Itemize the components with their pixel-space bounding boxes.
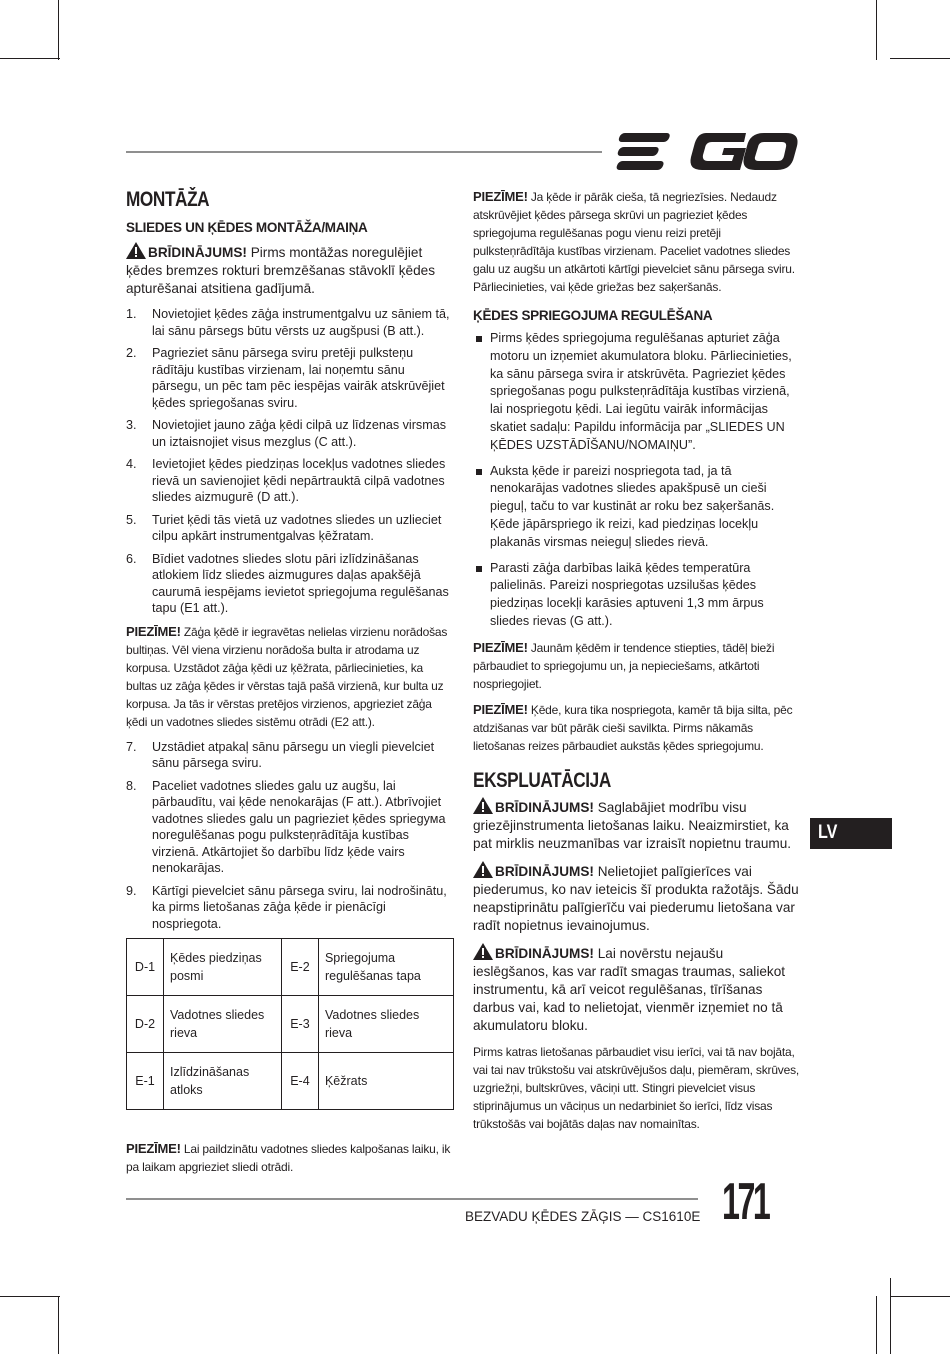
warning-triangle-icon [126, 242, 146, 259]
table-cell: E-1 [127, 1053, 164, 1110]
warning-block [473, 861, 801, 935]
bullet-list [473, 330, 801, 631]
table-cell: E-3 [281, 996, 318, 1053]
table-row [127, 939, 454, 996]
note-text: Zāģa ķēdē ir iegravētas nelielas virzienu norādošas bultiņas. Vēl viena virzienu norādoša bulta ir atrodama uz korpusa. Uzstādot zāģa ķēdi uz ķēžrata, pārliecinieties, ka bultas uz zāģa ķēdes ir vērstas tajā pašā virzienā, kur bulta uz korpusa. Ja tās ir vērstas pretējos virzienos, apgrieziet zāģa ķēdi un vadotnes sliedes sistēmu otrādi (E2 att.). [126, 624, 448, 729]
crop-mark [0, 58, 60, 59]
table-cell: Ķēdes piedziņas posmi [164, 939, 282, 996]
step-number: 9. [126, 883, 137, 898]
bullet-text: Parasti zāģa darbības laikā ķēdes temperatūra palielinās. Pareizi nospriegotas uzsilušas ķēdes piedziņas locekļi karāsies aptuveni 1,3 mm ārpus sliedes rievas (G att.). [490, 560, 764, 628]
warning-block [126, 242, 454, 298]
warning-text: Lai novērstu nejaušu ieslēgšanos, kas var radīt smagas traumas, saliekot instrumentu, kā arī veicot regulēšanas, tīrīšanas darbus vai, kad to nelietojat, vienmēr izņemiet no tā akumulatoru bloku. [473, 945, 786, 1033]
list-item [126, 778, 454, 877]
crop-mark [0, 1296, 60, 1297]
list-item [126, 883, 454, 933]
table-row [127, 996, 454, 1053]
warning-label: BRĪDINĀJUMS! [495, 945, 594, 961]
note-label: PIEZĪME! [473, 701, 528, 717]
bullet-text: Auksta ķēde ir pareizi nospriegota tad, ja tā nenokarājas vadotnes sliedes apakšpusē un cieši pieguļ, taču to var kustināt ar roku bez saķeršanās. Ķēde jāpārspriego ik reizi, kad piedziņas locekļu plakanās virsmas neieguļ sliedes rievā. [490, 463, 775, 549]
crop-mark [876, 0, 877, 1]
list-item [126, 345, 454, 411]
table-cell: D-2 [127, 996, 164, 1053]
bullet-square-icon [476, 566, 482, 572]
section-title-montaza: MONTĀŽA [126, 188, 210, 211]
bullet-square-icon [476, 469, 482, 475]
language-tab [810, 818, 892, 849]
crop-mark [58, 0, 59, 60]
step-number: 7. [126, 739, 137, 754]
footer-rule [126, 1198, 698, 1200]
warning-triangle-icon [473, 861, 493, 878]
list-item [473, 560, 801, 631]
left-column [126, 188, 454, 1184]
list-item [473, 463, 801, 552]
warning-text: Pirms montāžas noregulējiet ķēdes bremzes rokturi bremzēšanas stāvoklī ķēdes apturēšanai atsitiena gadījumā. [126, 245, 436, 296]
note-label: PIEZĪME! [473, 189, 528, 204]
crop-mark [58, 1296, 59, 1354]
note-label: PIEZĪME! [126, 623, 181, 639]
table-cell: Ķēžrats [318, 1053, 453, 1110]
list-item [126, 739, 454, 772]
right-column [473, 188, 801, 1141]
crop-mark [876, 1296, 877, 1354]
table-cell: Spriegojuma regulēšanas tapa [318, 939, 453, 996]
page-number: 171 [722, 1173, 769, 1231]
step-text: Bīdiet vadotnes sliedes slotu pāri izlīdzināšanas atlokiem līdz sliedes aizmugures daļas apakšējā caurumā iespējams ievietot spriegojuma regulēšanas tapu (E1 att.). [152, 551, 449, 615]
list-item [126, 551, 454, 617]
parts-table [126, 938, 454, 1110]
table-row [127, 1053, 454, 1110]
steps-list-b [126, 739, 454, 933]
note-text: Lai paildzinātu vadotnes sliedes kalpošanas laiku, ik pa laikam apgrieziet sliedi otrādi. [126, 1142, 451, 1174]
subsection-title-assembly: SLIEDES UN ĶĒDES MONTĀŽA/MAIŅA [126, 220, 368, 235]
step-text: Kārtīgi pievelciet sānu pārsega sviru, lai nodrošinātu, ka pirms lietošanas zāģa ķēde ir pienācīgi nospriegota. [152, 883, 447, 931]
language-tab-label: LV [818, 822, 838, 843]
list-item [473, 330, 801, 455]
step-text: Novietojiet ķēdes zāģa instrumentgalvu uz sāniem tā, lai sānu pārsegs būtu vērsts uz augšpusi (B att.). [152, 307, 450, 338]
step-number: 2. [126, 346, 137, 360]
warning-block [473, 797, 801, 853]
table-cell: D-1 [127, 939, 164, 996]
ego-logo [614, 130, 800, 172]
note-block [126, 623, 454, 731]
warning-text: Nelietojiet palīgierīces vai piederumus, ko nav ieteicis šī produkta ražotājs. Šādu neapstiprinātu palīgierīču vai piederumu lietošana var radīt nopietnus ievainojumus. [473, 863, 799, 933]
warning-label: BRĪDINĀJUMS! [495, 799, 594, 815]
table-cell: Izlīdzināšanas atloks [164, 1053, 282, 1110]
note-block [473, 701, 801, 755]
subsection-title-tension: ĶĒDES SPRIEGOJUMA REGULĒŠANA [473, 308, 713, 323]
bullet-text: Pirms ķēdes spriegojuma regulēšanas apturiet zāģa motoru un izņemiet akumulatora bloku. Pārliecinieties, ka sānu pārsega svira ir atskrūvēta. Pagrieziet ķēdes spriegošanas pogu pulksteņrādītāja kustības virzienā, lai nospriegotu ķēdi. Lai iegūtu vairāk informācijas skatiet sadaļu: Papildu informācija par „SLIEDES UN ĶĒDES UZSTĀDĪŠANU/NOMAIŅU”. [490, 331, 792, 452]
crop-mark [876, 0, 877, 60]
note-text: Jaunām ķēdēm ir tendence stiepties, tādēļ bieži pārbaudiet to spriegojumu un, ja nepieciešams, atkārtoti nospriegojiet. [473, 640, 775, 691]
note-text: Ja ķēde ir pārāk cieša, tā negriezīsies. Nedaudz atskrūvējiet ķēdes pārsega skrūvi un pagrieziet ķēdes spriegojuma regulēšanas pogu vienu reizi pretēji pulksteņrādītāja kustības virzienam. Paceliet vadotnes sliedes galu uz augšu un atkārtoti kārtīgi pievelciet sānu pārsega sviru. Pārliecinieties, vai ķēde griežas bez saķeršanās. [473, 190, 795, 294]
steps-list-a [126, 306, 454, 617]
crop-mark [890, 1278, 891, 1354]
list-item [126, 512, 454, 545]
step-number: 8. [126, 778, 137, 793]
table-cell: E-4 [281, 1053, 318, 1110]
crop-mark [890, 58, 950, 59]
note-block [126, 1140, 454, 1176]
step-text: Uzstādiet atpakaļ sānu pārsegu un viegli pievelciet sānu pārsega sviru. [152, 739, 435, 770]
step-number: 6. [126, 551, 137, 566]
crop-mark [890, 1296, 950, 1297]
table-cell: Vadotnes sliedes rieva [318, 996, 453, 1053]
table-cell: Vadotnes sliedes rieva [164, 996, 282, 1053]
step-number: 5. [126, 512, 137, 527]
warning-triangle-icon [473, 797, 493, 814]
footer-title: BEZVADU ĶĒDES ZĀĢIS — CS1610E [465, 1209, 701, 1224]
note-text: Ķēde, kura tika nospriegota, kamēr tā bija silta, pēc atdzišanas var būt pārāk cieši savilkta. Pirms nākamās lietošanas reizes pārbaudiet aukstās ķēdes spriegojumu. [473, 702, 793, 753]
step-number: 4. [126, 457, 137, 471]
warning-label: BRĪDINĀJUMS! [148, 245, 247, 260]
table-cell: E-2 [281, 939, 318, 996]
header-rule [126, 151, 602, 153]
step-text: Novietojiet jauno zāģa ķēdi cilpā uz līdzenas virsmas un iztaisnojiet visus mezglus (C att.). [152, 418, 447, 449]
warning-block [473, 943, 801, 1035]
note-label: PIEZĪME! [473, 639, 528, 655]
step-text: Turiet ķēdi tās vietā uz vadotnes sliedes un uzlieciet cilpu apkārt instrumentgalvas ķēžratam. [152, 512, 442, 543]
bullet-square-icon [476, 336, 482, 342]
step-text: Paceliet vadotnes sliedes galu uz augšu, lai pārbaudītu, vai ķēde nenokarājas (F att.). Atbrīvojiet vadotnes sliedes galu un pagrieziet ķēdes spriegума noregulēšanas pogu pulksteņrādītāja kustības virzienā. Atkārtojiet šo darbību līdz ķēde vairs nenokarājas. [152, 778, 446, 875]
note-label: PIEZĪME! [126, 1141, 181, 1156]
warning-label: BRĪDINĀJUMS! [495, 863, 594, 879]
list-item [126, 417, 454, 450]
list-item [126, 456, 454, 506]
warning-text: Saglabājiet modrību visu griezējinstrumenta lietošanas laiku. Neaizmirstiet, ka pat mirklis neuzmanības var izraisīt nopietnu traumu. [473, 799, 792, 851]
step-number: 1. [126, 307, 137, 321]
note-block [473, 188, 801, 296]
step-text: Pagrieziet sānu pārsega sviru pretēji pulksteņu rādītāju kustības virzienam, lai noņemtu sānu pārsegu, un pēc tam pēc iespējas vairāk atskrūvējiet ķēdes spriegošanas sviru. [152, 346, 445, 410]
note-block [473, 639, 801, 693]
step-text: Ievietojiet ķēdes piedziņas locekļus vadotnes sliedes rievā un savienojiet ķēdi nepārtrauktā cilpā vadotnes sliedes aizmugurē (D att.). [152, 457, 446, 504]
closing-paragraph: Pirms katras lietošanas pārbaudiet visu ierīci, vai tā nav bojāta, vai tai nav trūkstošu vai atskrūvējušos daļu, piemēram, skrūves, uzgriežņi, bultskrūves, vāciņi utt. Stingri pievelciet visus stiprinājumus un vāciņus un nedarbiniet šo ierīci, līdz visas trūkstošās vai bojātās daļas nav nomainītas. [473, 1044, 800, 1131]
step-number: 3. [126, 418, 137, 432]
warning-triangle-icon [473, 943, 493, 960]
section-title-ekspluatacija: EKSPLUATĀCIJA [473, 768, 611, 792]
list-item [126, 306, 454, 339]
